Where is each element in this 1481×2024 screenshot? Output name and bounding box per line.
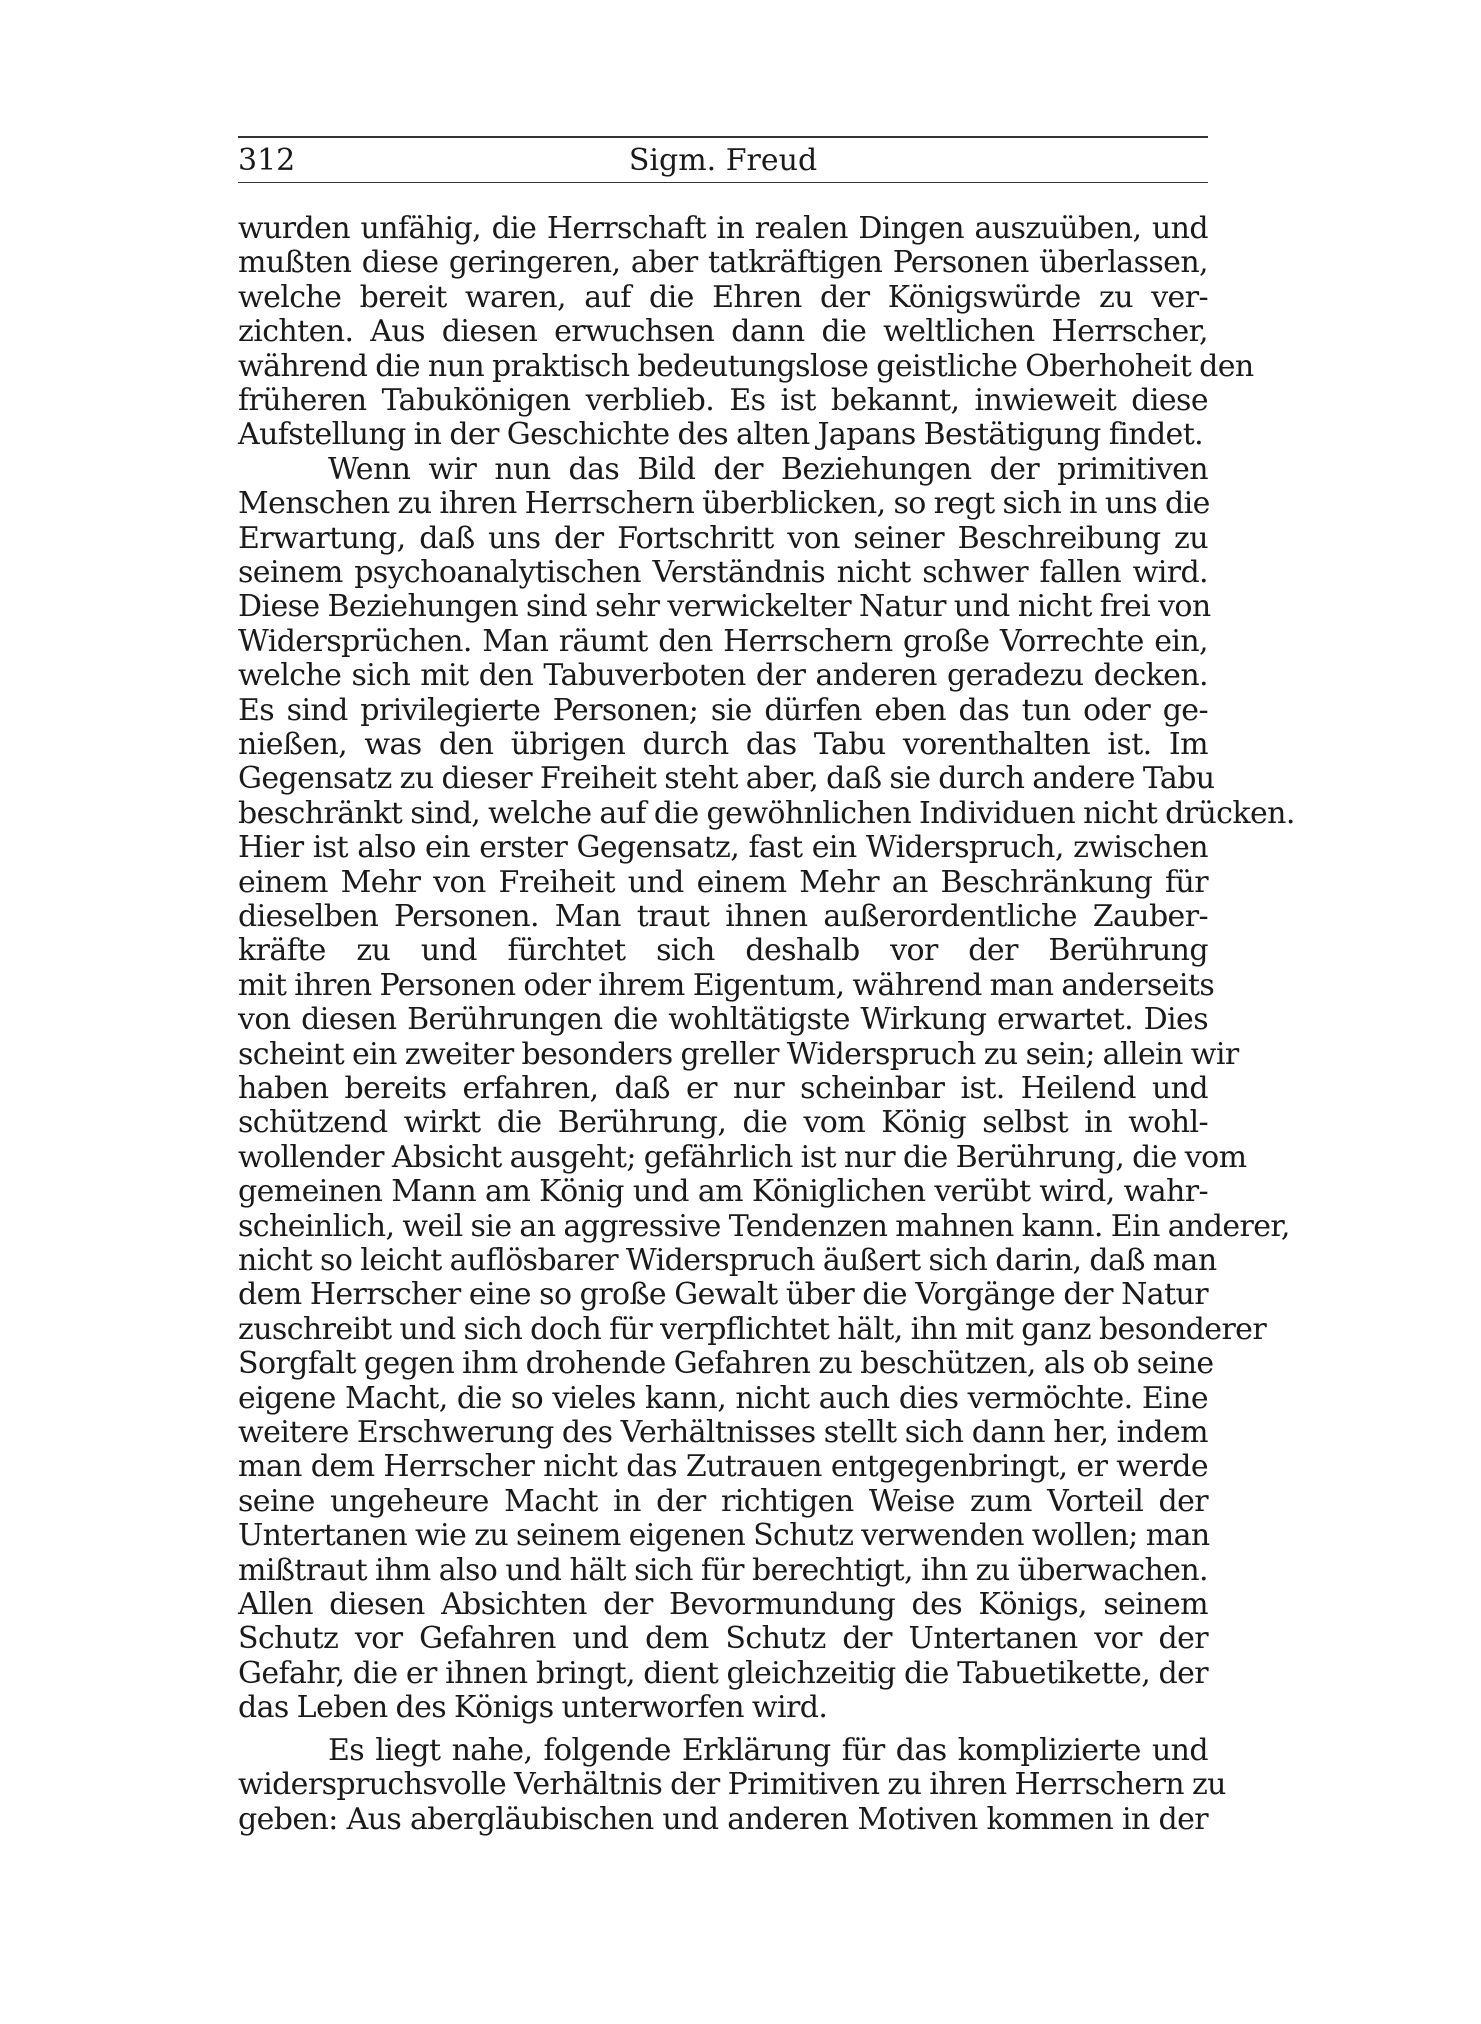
header-rule-bottom	[238, 182, 1208, 183]
text-line: Schutz vor Gefahren und dem Schutz der Untertanen vor der	[238, 1621, 1208, 1657]
text-line: gemeinen Mann am König und am Königlichen verübt wird, wahr-	[238, 1174, 1208, 1210]
text-line: kräfte zu und fürchtet sich deshalb vor der Berührung	[238, 933, 1208, 969]
text-line: das Leben des Königs unterworfen wird.	[238, 1690, 828, 1726]
text-line: haben bereits erfahren, daß er nur scheinbar ist. Heilend und	[238, 1071, 1208, 1106]
text-line: seinem psychoanalytischen Verständnis nicht schwer fallen wird.	[238, 555, 1208, 590]
text-line: eigene Macht, die so vieles kann, nicht auch dies vermöchte. Eine	[238, 1380, 1208, 1416]
text-line: zuschreibt und sich doch für verpflichtet hält, ihn mit ganz besonderer	[238, 1311, 1267, 1347]
text-line: wurden unfähig, die Herrschaft in realen Dingen auszuüben, und	[238, 211, 1208, 246]
text-line: von diesen Berührungen die wohltätigste Wirkung erwartet. Dies	[238, 1002, 1208, 1038]
body-text	[238, 211, 1295, 1912]
text-line: mußten diese geringeren, aber tatkräftigen Personen überlassen,	[238, 245, 1208, 281]
text-line: Menschen zu ihren Herrschern überblicken, so regt sich in uns die	[238, 486, 1210, 522]
text-line: geben: Aus abergläubischen und anderen Motiven kommen in der	[238, 1801, 1208, 1837]
text-line: widerspruchsvolle Verhältnis der Primitiven zu ihren Herrschern zu	[238, 1767, 1226, 1803]
text-line: scheinlich, weil sie an aggressive Tendenzen mahnen kann. Ein anderer,	[238, 1208, 1290, 1244]
text-line: früheren Tabukönigen verblieb. Es ist bekannt, inwieweit diese	[238, 383, 1208, 418]
text-line: welche bereit waren, auf die Ehren der Königswürde zu ver-	[238, 279, 1208, 315]
text-line: beschränkt sind, welche auf die gewöhnlichen Individuen nicht drücken.	[238, 795, 1295, 831]
text-line: zichten. Aus diesen erwuchsen dann die weltlichen Herrscher,	[238, 314, 1208, 350]
text-line: Hier ist also ein erster Gegensatz, fast ein Widerspruch, zwischen	[238, 830, 1208, 866]
page-number: 312	[238, 143, 296, 178]
text-line: Es sind privilegierte Personen; sie dürfen eben das tun oder ge-	[238, 692, 1208, 728]
text-line: einem Mehr von Freiheit und einem Mehr an Beschränkung für	[238, 864, 1208, 900]
text-line: Gefahr, die er ihnen bringt, dient gleichzeitig die Tabuetikette, der	[238, 1655, 1208, 1691]
running-head: Sigm. Freud	[628, 143, 818, 178]
text-line: seine ungeheure Macht in der richtigen Weise zum Vorteil der	[238, 1483, 1208, 1519]
paragraph-first-line: Wenn wir nun das Bild der Beziehungen der primitiven	[328, 451, 1208, 487]
text-line: schützend wirkt die Berührung, die vom König selbst in wohl-	[238, 1105, 1208, 1141]
text-line: Aufstellung in der Geschichte des alten Japans Bestätigung findet.	[238, 417, 1204, 453]
text-line: Diese Beziehungen sind sehr verwickelter Natur und nicht frei von	[238, 589, 1211, 625]
text-line: dem Herrscher eine so große Gewalt über die Vorgänge der Natur	[238, 1277, 1208, 1313]
header-rule-top	[238, 136, 1208, 138]
text-line: Widersprüchen. Man räumt den Herrschern große Vorrechte ein,	[238, 623, 1208, 659]
text-line: nießen, was den übrigen durch das Tabu vorenthalten ist. Im	[238, 727, 1208, 762]
paragraph-first-line: Es liegt nahe, folgende Erklärung für das komplizierte und	[328, 1733, 1208, 1768]
text-line: welche sich mit den Tabuverboten der anderen geradezu decken.	[238, 658, 1208, 694]
text-line: weitere Erschwerung des Verhältnisses stellt sich dann her, indem	[238, 1415, 1208, 1450]
text-line: Allen diesen Absichten der Bevormundung des Königs, seinem	[238, 1587, 1208, 1622]
text-line: man dem Herrscher nicht das Zutrauen entgegenbringt, er werde	[238, 1449, 1208, 1485]
text-line: Sorgfalt gegen ihm drohende Gefahren zu beschützen, als ob seine	[238, 1346, 1214, 1382]
text-line: nicht so leicht auflösbarer Widerspruch äußert sich darin, daß man	[238, 1243, 1217, 1278]
text-line: dieselben Personen. Man traut ihnen außerordentliche Zauber-	[238, 899, 1208, 934]
text-line: wollender Absicht ausgeht; gefährlich ist nur die Berührung, die vom	[238, 1139, 1247, 1175]
text-line: Gegensatz zu dieser Freiheit steht aber, daß sie durch andere Tabu	[238, 761, 1215, 797]
text-line: Erwartung, daß uns der Fortschritt von seiner Beschreibung zu	[238, 520, 1208, 556]
text-line: scheint ein zweiter besonders greller Widerspruch zu sein; allein wir	[238, 1036, 1239, 1072]
text-line: Untertanen wie zu seinem eigenen Schutz verwenden wollen; man	[238, 1518, 1210, 1554]
text-line: während die nun praktisch bedeutungslose geistliche Oberhoheit den	[238, 348, 1254, 384]
text-line: mit ihren Personen oder ihrem Eigentum, während man anderseits	[238, 967, 1215, 1003]
text-line: mißtraut ihm also und hält sich für berechtigt, ihn zu überwachen.	[238, 1552, 1208, 1588]
